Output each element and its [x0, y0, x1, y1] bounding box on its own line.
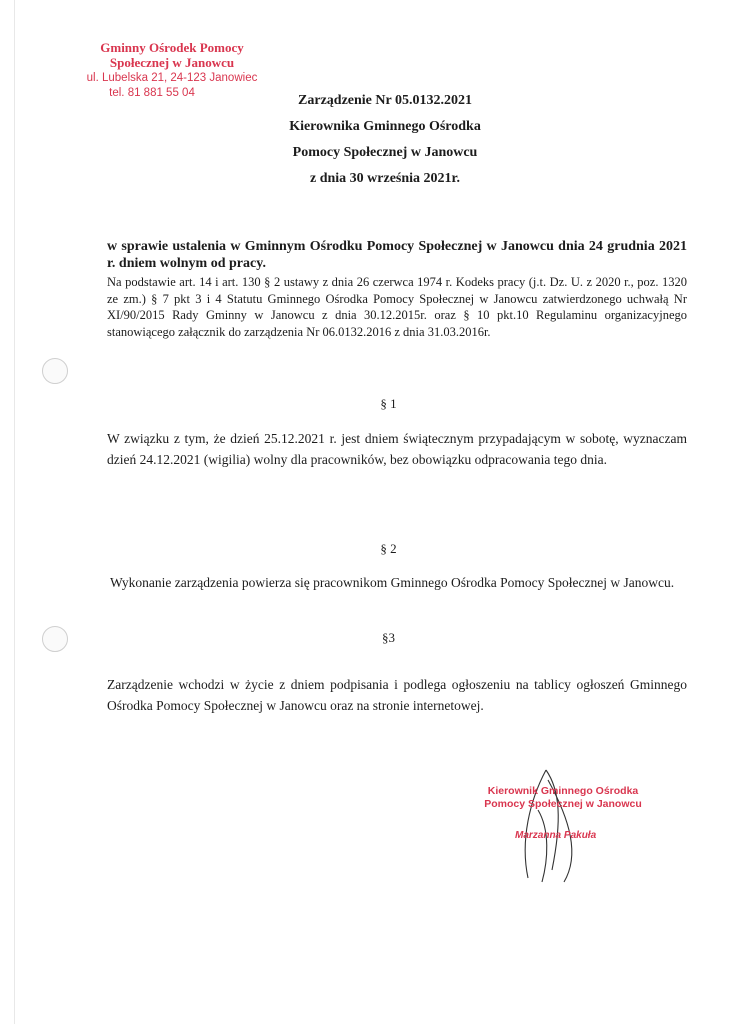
subject-line: w sprawie ustalenia w Gminnym Ośrodku Pomocy Społecznej w Janowcu dnia 24 grudnia 2021 r. dniem wolnym od pracy.	[107, 239, 687, 271]
stamp-line-3: ul. Lubelska 21, 24-123 Janowiec	[86, 72, 258, 84]
document-title	[250, 88, 520, 192]
page-edge	[14, 0, 15, 1024]
header-stamp	[82, 40, 262, 101]
section-1-text: W związku z tym, że dzień 25.12.2021 r. jest dniem świątecznym przypadającym w sobotę, wyznaczam dzień 24.12.2021 (wigilia) wolny dla pracowników, bez obowiązku odpracowania tego dnia.	[107, 431, 687, 467]
title-line-3: Pomocy Społecznej w Janowcu	[292, 145, 478, 160]
title-line-1: Zarządzenie Nr 05.0132.2021	[298, 93, 472, 108]
signature-stamp-line-2: Pomocy Społecznej w Janowcu	[484, 798, 642, 810]
section-2-text: Wykonanie zarządzenia powierza się pracownikom Gminnego Ośrodka Pomocy Społecznej w Janowcu.	[110, 575, 675, 590]
title-line-2: Kierownika Gminnego Ośrodka	[289, 119, 481, 134]
section-3-text: Zarządzenie wchodzi w życie z dniem podpisania i podlega ogłoszeniu na tablicy ogłoszeń Gminnego Ośrodka Pomocy Społecznej w Janowcu oraz na stronie internetowej.	[107, 677, 687, 713]
section-3-mark: §3	[382, 630, 395, 645]
punch-hole	[42, 358, 68, 384]
signature-stamp-line-1: Kierownik Gminnego Ośrodka	[487, 785, 639, 797]
stamp-line-1: Gminny Ośrodek Pomocy	[100, 40, 244, 55]
stamp-line-2: Społecznej w Janowcu	[109, 55, 235, 70]
legal-basis: Na podstawie art. 14 i art. 130 § 2 ustawy z dnia 26 czerwca 1974 r. Kodeks pracy (j.t. Dz. U. z 2020 r., poz. 1320 ze zm.) § 7 pkt 3 i 4 Statutu Gminnego Ośrodka Pomocy Społecznej w Janowcu zatwierdzonego uchwałą Nr XI/90/2015 Rady Gminny w Janowcu z dnia 30.12.2015r. oraz § 10 pkt.10 Regulaminu organizacyjnego stanowiącego załącznik do zarządzenia Nr 06.0132.2016 z dnia 31.03.2016r.	[107, 275, 687, 339]
signature-stamp	[478, 785, 648, 811]
stamp-line-4: tel. 81 881 55 04	[109, 87, 195, 99]
section-2-mark: § 2	[380, 541, 397, 556]
section-1-mark: § 1	[380, 396, 397, 411]
signatory-name: Marzanna Pakuła	[515, 830, 597, 841]
handwritten-signature	[490, 760, 610, 890]
title-line-4: z dnia 30 września 2021r.	[310, 171, 460, 186]
